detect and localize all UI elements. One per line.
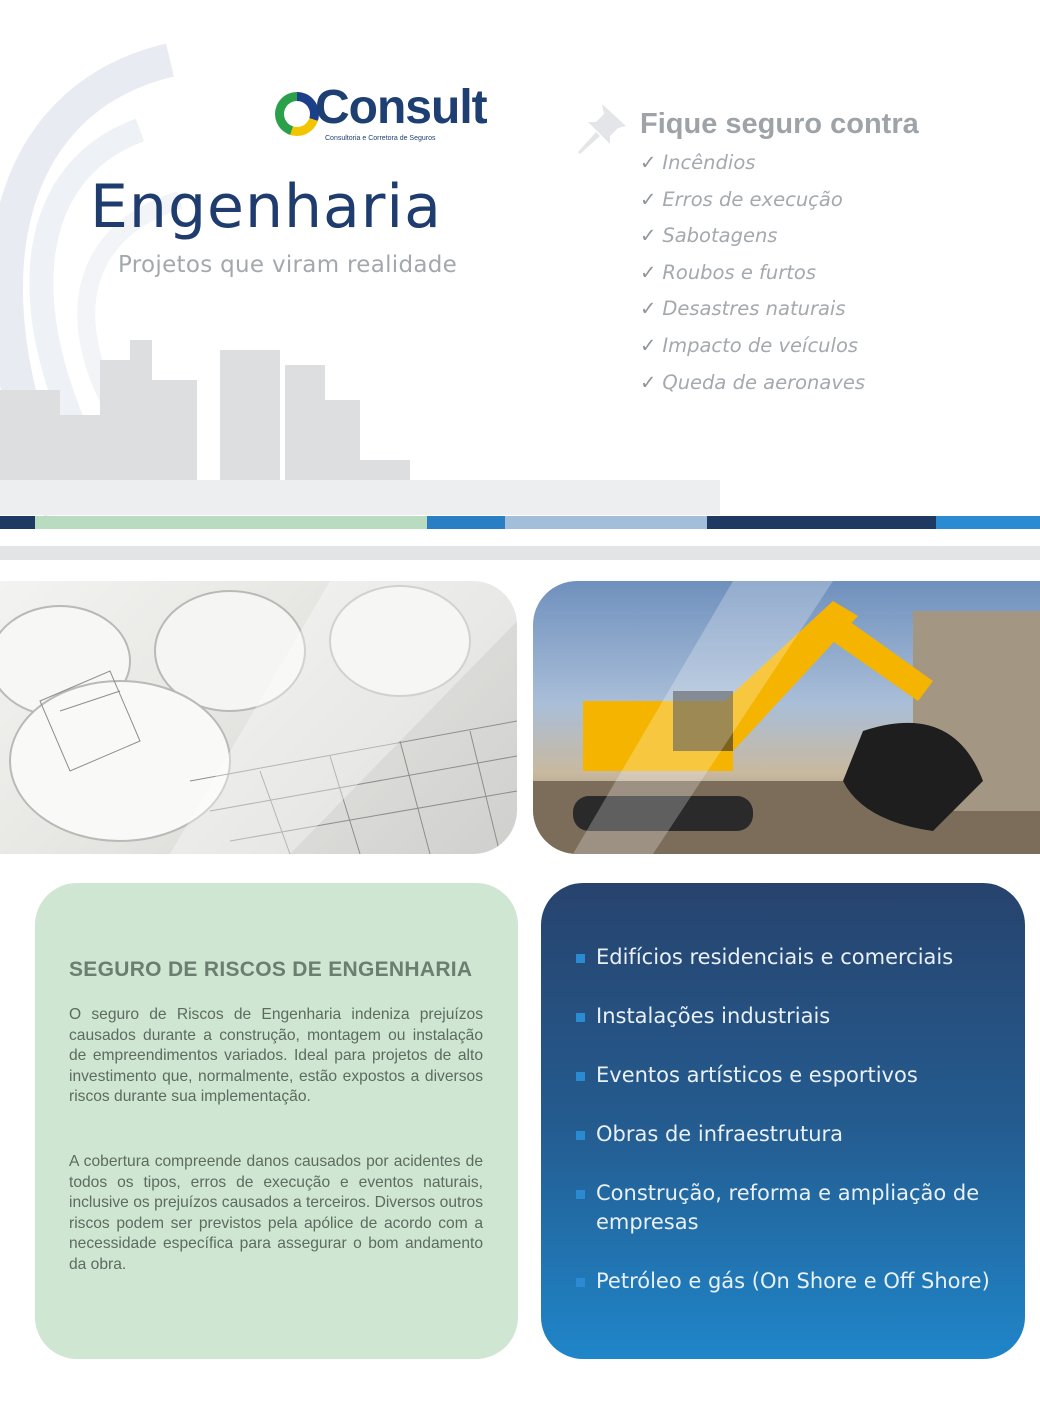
excavator-photo [533, 581, 1040, 854]
stripe-segment [936, 516, 1040, 529]
blueprints-illustration [0, 581, 517, 854]
consult-logo [275, 81, 487, 150]
info-paragraph: O seguro de Riscos de Engenharia indeniza prejuízos causados durante a construção, montagem ou instalação de empreendimentos variados. Ideal para projetos de alto investimento que, normalmente, estão expostos a diversos riscos durante sua implementação. [69, 1006, 483, 1106]
list-item: ✓ Sabotagens [640, 224, 778, 248]
bullet-icon [576, 1072, 585, 1081]
info-heading: SEGURO DE RISCOS DE ENGENHARIA [69, 958, 473, 981]
applications-list [576, 943, 1006, 1326]
list-item: Petróleo e gás (On Shore e Off Shore) [576, 1267, 1006, 1296]
stripe-segment [505, 516, 707, 529]
stripe-segment [707, 516, 936, 529]
excavator-illustration [533, 581, 1040, 854]
list-item: Edifícios residenciais e comerciais [576, 943, 1006, 972]
check-icon: ✓ [640, 297, 657, 321]
logo-name: Consult [315, 81, 487, 134]
check-icon: ✓ [640, 224, 657, 248]
list-item: Instalações industriais [576, 1002, 1006, 1031]
list-item: ✓ Incêndios [640, 151, 756, 174]
check-icon: ✓ [640, 370, 657, 394]
list-item: ✓ Impacto de veículos [640, 333, 859, 357]
list-item: ✓ Desastres naturais [640, 297, 846, 321]
check-icon: ✓ [640, 333, 657, 357]
check-icon: ✓ [640, 260, 657, 284]
list-item: ✓ Roubos e furtos [640, 260, 817, 284]
bullet-icon [576, 1131, 585, 1140]
coverage-list [640, 150, 865, 406]
stripe-segment [35, 516, 427, 529]
logo-tagline: Consultoria e Corretora de Seguros [325, 135, 436, 142]
bullet-icon [576, 1013, 585, 1022]
page-subtitle: Projetos que viram realidade [118, 252, 458, 278]
check-icon: ✓ [640, 187, 657, 211]
list-item: ✓ Erros de execução [640, 187, 843, 211]
list-item: Eventos artísticos e esportivos [576, 1061, 1006, 1090]
bullet-icon [576, 954, 585, 963]
blueprints-photo [0, 581, 517, 854]
check-icon: ✓ [640, 151, 657, 174]
list-item: ✓ Queda de aeronaves [640, 370, 866, 394]
info-paragraph: A cobertura compreende danos causados por acidentes de todos os tipos, erros de execução e eventos naturais, inclusive os prejuízos causados a terceiros. Diversos outros riscos podem ser previstos pela apólice de acordo com a necessidade específica para assegurar o bom andamento da obra. [69, 1153, 483, 1273]
list-item: Obras de infraestrutura [576, 1120, 1006, 1149]
pushpin-icon [574, 96, 634, 156]
color-stripe [0, 516, 1040, 529]
stripe-segment [0, 516, 35, 529]
page-title: Engenharia [90, 172, 442, 242]
list-item: Construção, reforma e ampliação de empresas [576, 1179, 1006, 1237]
info-card [35, 883, 518, 1359]
bullet-icon [576, 1278, 585, 1287]
city-skyline [0, 330, 720, 515]
bullet-icon [576, 1190, 585, 1199]
divider-band [0, 546, 1040, 560]
stripe-segment [427, 516, 505, 529]
coverage-heading: Fique seguro contra [640, 108, 919, 140]
